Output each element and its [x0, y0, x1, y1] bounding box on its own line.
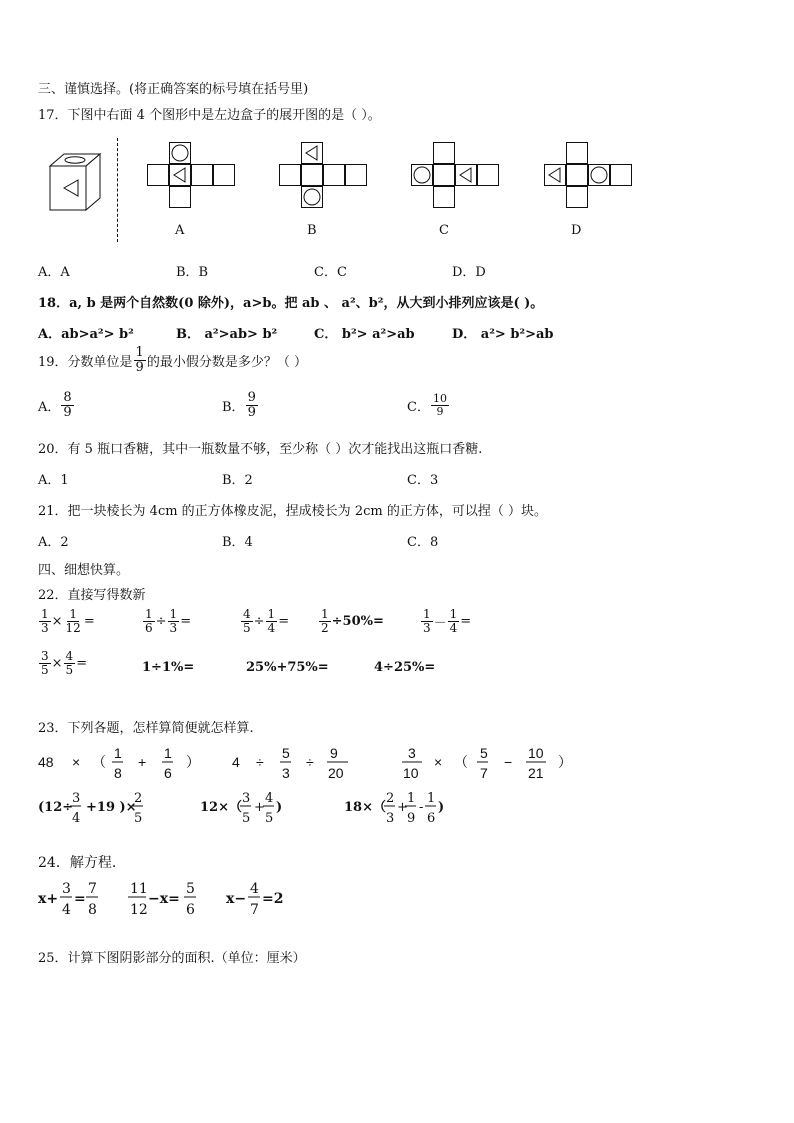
svg-text:5: 5 [242, 811, 251, 826]
svg-text:7: 7 [88, 881, 97, 897]
net-c-label: C [439, 223, 449, 238]
svg-text:11: 11 [130, 881, 148, 897]
q18-option-d[interactable]: D． a²> b²>ab [452, 327, 554, 342]
q17-option-b[interactable]: B．B [176, 265, 209, 280]
svg-text:7: 7 [480, 765, 488, 781]
q20-option-c[interactable]: C．3 [407, 473, 439, 488]
q22-expr-3: $\frac{4}{5}$ ÷ $\frac{1}{4}$ = [243, 607, 290, 635]
svg-text:6: 6 [186, 902, 195, 918]
question-23-stem: 23．下列各题，怎样算简便就怎样算. [38, 721, 254, 736]
question-18-stem: 18．a, b 是两个自然数(0 除外)，a>b。把 ab 、 a²、b²，从大到小排列应该是( )。 [38, 296, 544, 311]
cube-box-figure [44, 152, 106, 216]
svg-text:÷: ÷ [256, 754, 264, 770]
net-a-right-face [191, 164, 213, 186]
q21-option-a[interactable]: A．2 [38, 535, 69, 550]
net-b-label: B [307, 223, 317, 238]
q19-a-denominator: 9 [63, 404, 72, 420]
svg-text:8: 8 [114, 765, 122, 781]
q17-option-a[interactable]: A．A [38, 265, 70, 280]
svg-text:): ) [438, 800, 445, 815]
question-17-stem: 17．下图中右面 4 个图形中是左边盒子的展开图的是（ ）。 [38, 108, 381, 123]
net-c-top-face [433, 142, 455, 164]
q20-option-b[interactable]: B．2 [222, 473, 253, 488]
net-a-left-face [147, 164, 169, 186]
net-b-left-face [279, 164, 301, 186]
svg-text:1: 1 [407, 791, 416, 806]
svg-text:4: 4 [232, 754, 240, 770]
svg-text:1: 1 [114, 745, 122, 761]
net-d-center-face [566, 164, 588, 186]
q21-option-c[interactable]: C．8 [407, 535, 439, 550]
svg-text:4: 4 [250, 881, 259, 897]
svg-text:−x=: −x= [148, 891, 180, 907]
svg-text:20: 20 [328, 765, 344, 781]
net-a-center-face [169, 164, 191, 186]
svg-text:（: （ [92, 754, 106, 770]
svg-text:+: + [397, 800, 408, 815]
svg-text:5: 5 [134, 811, 143, 826]
question-19-stem [38, 346, 307, 374]
svg-text:+: + [138, 754, 147, 770]
net-b-top-face [301, 142, 323, 164]
svg-text:4: 4 [72, 811, 81, 826]
svg-text:÷: ÷ [306, 754, 314, 770]
svg-text:4: 4 [265, 791, 274, 806]
net-d-label: D [571, 223, 582, 238]
net-b-far-face [345, 164, 367, 186]
section-4-title: 四、细想快算。 [38, 563, 130, 578]
svg-text:): ) [276, 800, 283, 815]
svg-text:（: （ [454, 754, 468, 770]
svg-text:4: 4 [62, 902, 71, 918]
svg-text:=2: =2 [262, 891, 284, 907]
svg-text:3: 3 [408, 745, 416, 761]
svg-text:2: 2 [386, 791, 395, 806]
q19-stem-part1: 19．分数单位是 [38, 354, 133, 370]
net-b-right-face [323, 164, 345, 186]
net-a-bottom-face [169, 186, 191, 208]
q18-option-c[interactable]: C． b²> a²>ab [314, 327, 415, 342]
svg-text:-: - [419, 800, 424, 815]
svg-text:12: 12 [130, 902, 148, 918]
q23-expressions [30, 738, 590, 830]
q20-option-a[interactable]: A．1 [38, 473, 69, 488]
q22-expr-5: $\frac{1}{3}$ － $\frac{1}{4}$ = [423, 607, 472, 635]
svg-text:12×（: 12×（ [200, 800, 242, 815]
svg-text:8: 8 [88, 902, 97, 918]
svg-text:3: 3 [386, 811, 395, 826]
svg-text:6: 6 [427, 811, 436, 826]
svg-text:3: 3 [62, 881, 71, 897]
q19-option-c[interactable] [407, 393, 450, 417]
q19-unit-denominator: 9 [135, 359, 144, 375]
svg-text:9: 9 [330, 745, 338, 761]
net-d-far-face [610, 164, 632, 186]
net-c-bottom-face [433, 186, 455, 208]
net-d-top-face [566, 142, 588, 164]
q18-option-b[interactable]: B． a²>ab> b² [176, 327, 278, 342]
svg-text:10: 10 [403, 765, 419, 781]
q22-expr-2: $\frac{1}{6}$ ÷ $\frac{1}{3}$ = [145, 607, 192, 635]
q19-unit-numerator: 1 [135, 345, 144, 360]
q19-c-denominator: 9 [436, 404, 444, 418]
section-3-title: 三、谨慎选择。(将正确答案的标号填在括号里) [38, 82, 309, 97]
q19-option-c-label: C． [407, 399, 430, 415]
svg-text:）: ） [186, 754, 200, 770]
svg-text:5: 5 [282, 745, 290, 761]
net-d-right-face [588, 164, 610, 186]
svg-text:+19 )×: +19 )× [86, 800, 137, 815]
svg-text:−: − [504, 754, 513, 770]
q22-expr-6: $\frac{3}{5}$ × $\frac{4}{5}$ = [41, 649, 88, 677]
svg-text:3: 3 [242, 791, 251, 806]
svg-text:9: 9 [407, 811, 416, 826]
svg-text:48: 48 [38, 754, 54, 770]
net-d-bottom-face [566, 186, 588, 208]
net-b-center-face [301, 164, 323, 186]
net-c-left-face [411, 164, 433, 186]
svg-text:1: 1 [427, 791, 436, 806]
net-a-top-face [169, 142, 191, 164]
q19-option-a[interactable] [38, 391, 75, 419]
q22-expr-1: $\frac{1}{3}$ × $\frac{1}{12}$ = [41, 607, 95, 635]
svg-text:3: 3 [282, 765, 290, 781]
q19-c-numerator: 10 [432, 392, 447, 405]
svg-text:5: 5 [480, 745, 488, 761]
q22-expr-7: 1÷1%= [142, 660, 195, 675]
net-b-bottom-face [301, 186, 323, 208]
q22-expr-4: $\frac{1}{2}$ ÷50%= [321, 607, 384, 635]
question-20-stem: 20．有 5 瓶口香糖，其中一瓶数量不够，至少称（ ）次才能找出这瓶口香糖. [38, 442, 483, 457]
q24-equations [30, 872, 330, 922]
q19-unit-fraction [134, 346, 146, 374]
q19-b-denominator: 9 [247, 404, 256, 420]
question-22-stem: 22．直接写得数新 [38, 588, 146, 603]
q19-option-b-label: B． [222, 399, 245, 415]
q19-option-b[interactable] [222, 391, 259, 419]
svg-text:2: 2 [134, 791, 143, 806]
q19-a-numerator: 8 [63, 390, 72, 405]
svg-text:x−: x− [226, 891, 247, 907]
q17-option-c[interactable]: C．C [314, 265, 347, 280]
question-25-stem: 25．计算下图阴影部分的面积.（单位：厘米） [38, 951, 306, 966]
net-a-label: A [175, 223, 185, 238]
q21-option-b[interactable]: B．4 [222, 535, 253, 550]
q22-expr-9: 4÷25%= [374, 660, 436, 675]
q19-option-a-label: A． [38, 399, 61, 415]
question-21-stem: 21．把一块棱长为 4cm 的正方体橡皮泥，捏成棱长为 2cm 的正方体，可以捏（ ）块。 [38, 504, 547, 519]
net-c-far-face [477, 164, 499, 186]
net-c-center-face [433, 164, 455, 186]
svg-text:3: 3 [72, 791, 81, 806]
svg-text:=: = [74, 891, 86, 907]
svg-text:(12÷: (12÷ [38, 800, 74, 815]
net-d-left-face [544, 164, 566, 186]
svg-text:7: 7 [250, 902, 259, 918]
svg-text:6: 6 [164, 765, 172, 781]
svg-text:）: ） [558, 754, 572, 770]
svg-text:18×（: 18×（ [344, 800, 386, 815]
svg-text:×: × [434, 754, 443, 770]
svg-text:5: 5 [186, 881, 195, 897]
question-24-stem: 24．解方程. [38, 855, 117, 871]
q19-stem-part2: 的最小假分数是多少？（ ） [146, 354, 307, 370]
dashed-divider [117, 138, 118, 242]
svg-text:21: 21 [528, 765, 544, 781]
svg-text:10: 10 [528, 745, 544, 761]
q22-expr-8: 25%+75%= [246, 660, 329, 675]
svg-text:x+: x+ [38, 891, 59, 907]
svg-text:1: 1 [164, 745, 172, 761]
net-a-far-face [213, 164, 235, 186]
q19-b-numerator: 9 [247, 390, 256, 405]
q17-option-d[interactable]: D．D [452, 265, 486, 280]
svg-text:×: × [72, 754, 81, 770]
net-c-right-face [455, 164, 477, 186]
svg-text:5: 5 [265, 811, 274, 826]
q18-option-a[interactable]: A．ab>a²> b² [38, 327, 134, 342]
svg-text:+: + [254, 800, 265, 815]
